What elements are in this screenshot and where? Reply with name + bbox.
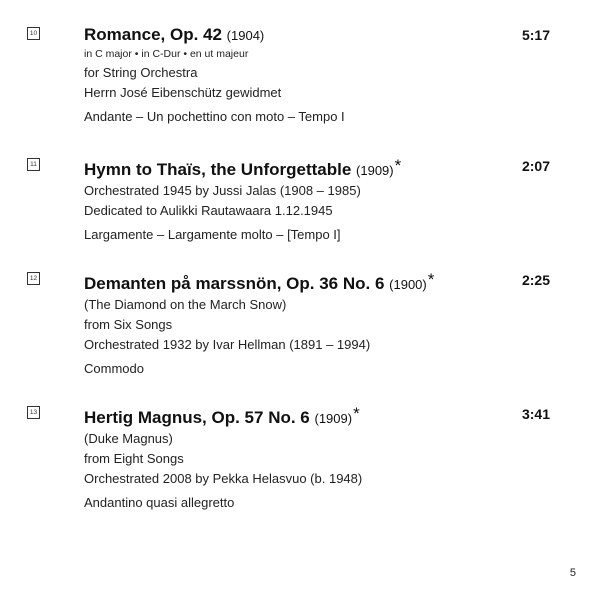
track-duration: 5:17: [521, 27, 550, 43]
tempo-marking: Andantino quasi allegretto: [84, 495, 235, 510]
title-text: Hertig Magnus, Op. 57 No. 6: [84, 408, 310, 427]
track-duration: 2:07: [521, 158, 550, 174]
track-details: [84, 25, 504, 127]
key-line: in C major • in C-Dur • en ut majeur: [84, 48, 249, 60]
track-number-box: 13: [27, 406, 40, 419]
title-year: (1909): [356, 163, 394, 178]
track-details: [84, 270, 504, 379]
track-title: [84, 404, 504, 429]
track-number-box: 10: [27, 27, 40, 40]
info-line: Orchestrated 2008 by Pekka Helasvuo (b. 1948): [84, 471, 363, 486]
title-year: (1909): [314, 411, 353, 426]
track-details: [84, 156, 504, 245]
info-line: Orchestrated 1945 by Jussi Jalas (1908 – 1985): [84, 183, 361, 198]
track-details: [84, 404, 504, 513]
track-title: [84, 270, 504, 295]
info-line: from Six Songs: [84, 317, 173, 332]
info-line: for String Orchestra: [84, 65, 198, 80]
title-year: (1904): [226, 28, 265, 43]
asterisk-mark: *: [353, 404, 360, 423]
title-text: Hymn to Thaïs, the Unforgettable: [84, 160, 352, 179]
info-line: Dedicated to Aulikki Rautawaara 1.12.1945: [84, 203, 333, 218]
title-text: Romance, Op. 42: [84, 25, 222, 44]
asterisk-mark: *: [427, 270, 435, 289]
track-title: [84, 25, 504, 46]
title-text: Demanten på marssnön, Op. 36 No. 6: [84, 274, 385, 293]
info-line: (The Diamond on the March Snow): [84, 297, 287, 312]
track-title: [84, 156, 504, 181]
page-number: 5: [569, 567, 576, 579]
info-line: Herrn José Eibenschütz gewidmet: [84, 85, 282, 100]
info-line: (Duke Magnus): [84, 431, 173, 446]
tempo-marking: Andante – Un pochettino con moto – Tempo I: [84, 109, 345, 124]
track-number-box: 11: [27, 158, 40, 171]
tempo-marking: Commodo: [84, 361, 144, 376]
track-number-box: 12: [27, 272, 40, 285]
info-line: from Eight Songs: [84, 451, 184, 466]
track-duration: 2:25: [521, 272, 550, 288]
info-line: Orchestrated 1932 by Ivar Hellman (1891 – 1994): [84, 337, 371, 352]
title-year: (1900): [389, 277, 427, 292]
track-duration: 3:41: [521, 406, 550, 422]
tempo-marking: Largamente – Largamente molto – [Tempo I]: [84, 227, 341, 242]
asterisk-mark: *: [394, 156, 402, 175]
